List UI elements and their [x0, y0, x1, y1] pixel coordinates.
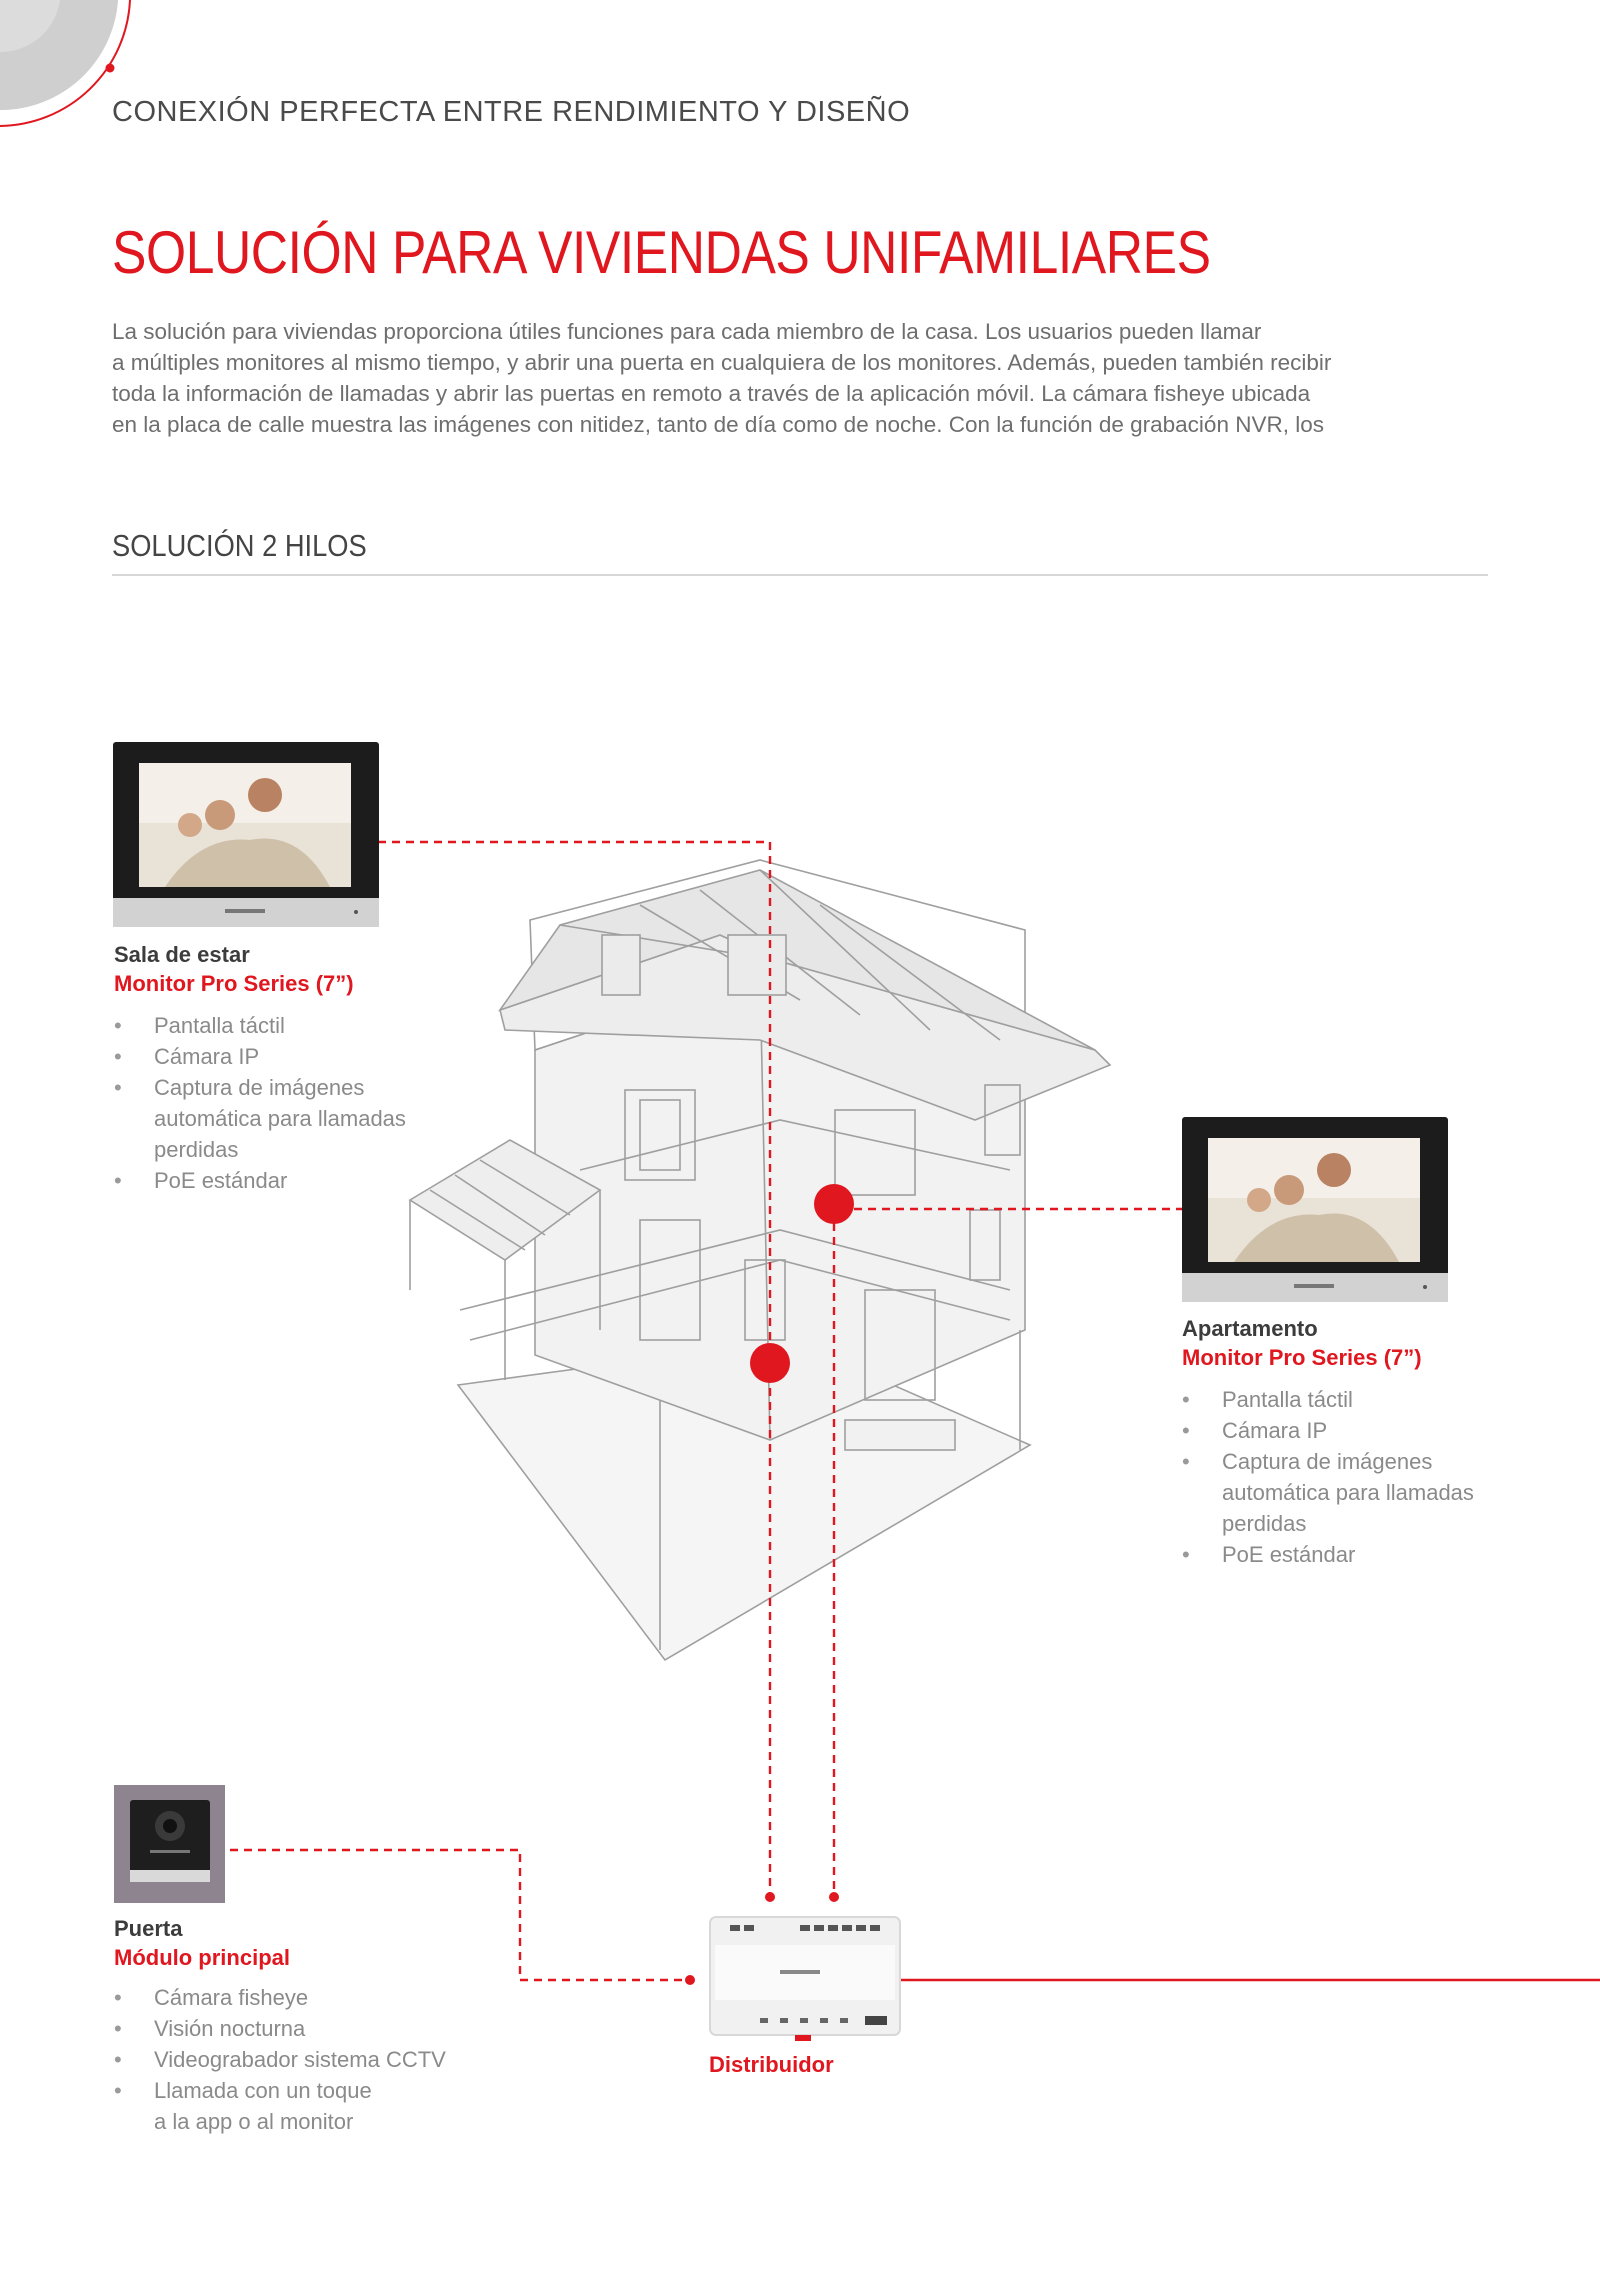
connector-door [230, 1850, 690, 1980]
apartment-model: Monitor Pro Series (7”) [1182, 1345, 1422, 1370]
feature-item-continued: automática para llamadas [154, 1106, 406, 1131]
monitor-icon [113, 742, 379, 927]
feature-item-continued: automática para llamadas [1222, 1480, 1474, 1505]
apartment-place: Apartamento [1182, 1316, 1318, 1341]
feature-item: • Captura de imágenes [114, 1072, 454, 1103]
page-title: SOLUCIÓN PARA VIVIENDAS UNIFAMILIARES [112, 219, 1211, 286]
feature-item-continued: a la app o al monitor [154, 2109, 354, 2134]
door-place: Puerta [114, 1916, 183, 1941]
terminal-dot [765, 1892, 775, 1902]
section-title: SOLUCIÓN 2 HILOS [112, 528, 367, 563]
intro-line: a múltiples monitores al mismo tiempo, y abrir una puerta en cualquiera de los monitores. Además, pueden también recibir [112, 350, 1332, 375]
feature-item: • PoE estándar [1182, 1539, 1522, 1570]
feature-item: • Cámara IP [1182, 1415, 1522, 1446]
living-place: Sala de estar [114, 942, 250, 967]
door-features [114, 1982, 494, 2137]
monitor-icon [1182, 1117, 1448, 1302]
intro-line: toda la información de llamadas y abrir las puertas en remoto a través de la aplicación móvil. La cámara fisheye ubicada [112, 381, 1311, 406]
living-caption [114, 942, 354, 997]
feature-item: • Visión nocturna [114, 2013, 494, 2044]
distributor-icon [710, 1917, 900, 2041]
door-caption [114, 1916, 290, 1971]
feature-item: • Cámara IP [114, 1041, 454, 1072]
house-wireframe-icon [410, 860, 1110, 1660]
living-model: Monitor Pro Series (7”) [114, 971, 354, 996]
terminal-dot [829, 1892, 839, 1902]
feature-item: • Videograbador sistema CCTV [114, 2044, 494, 2075]
node-apartment [814, 1184, 854, 1224]
living-features [114, 1010, 454, 1196]
intro-line: en la placa de calle muestra las imágenes con nitidez, tanto de día como de noche. Con la función de grabación NVR, los [112, 412, 1324, 437]
node-living [750, 1343, 790, 1383]
door-station-icon [114, 1785, 225, 1903]
page-kicker: CONEXIÓN PERFECTA ENTRE RENDIMIENTO Y DISEÑO [112, 96, 911, 128]
terminal-dot [685, 1975, 695, 1985]
intro-line: La solución para viviendas proporciona útiles funciones para cada miembro de la casa. Los usuarios pueden llamar [112, 319, 1262, 344]
door-model: Módulo principal [114, 1945, 290, 1970]
apartment-features [1182, 1384, 1522, 1570]
feature-item: • Pantalla táctil [114, 1010, 454, 1041]
distributor-label: Distribuidor [709, 2052, 834, 2077]
feature-item: • Pantalla táctil [1182, 1384, 1522, 1415]
feature-item: • Cámara fisheye [114, 1982, 494, 2013]
feature-item-continued: perdidas [1222, 1511, 1307, 1536]
feature-item: • PoE estándar [114, 1165, 454, 1196]
feature-item-continued: perdidas [154, 1137, 239, 1162]
feature-item: • Llamada con un toque [114, 2075, 494, 2106]
apartment-caption [1182, 1316, 1422, 1371]
feature-item: • Captura de imágenes [1182, 1446, 1522, 1477]
